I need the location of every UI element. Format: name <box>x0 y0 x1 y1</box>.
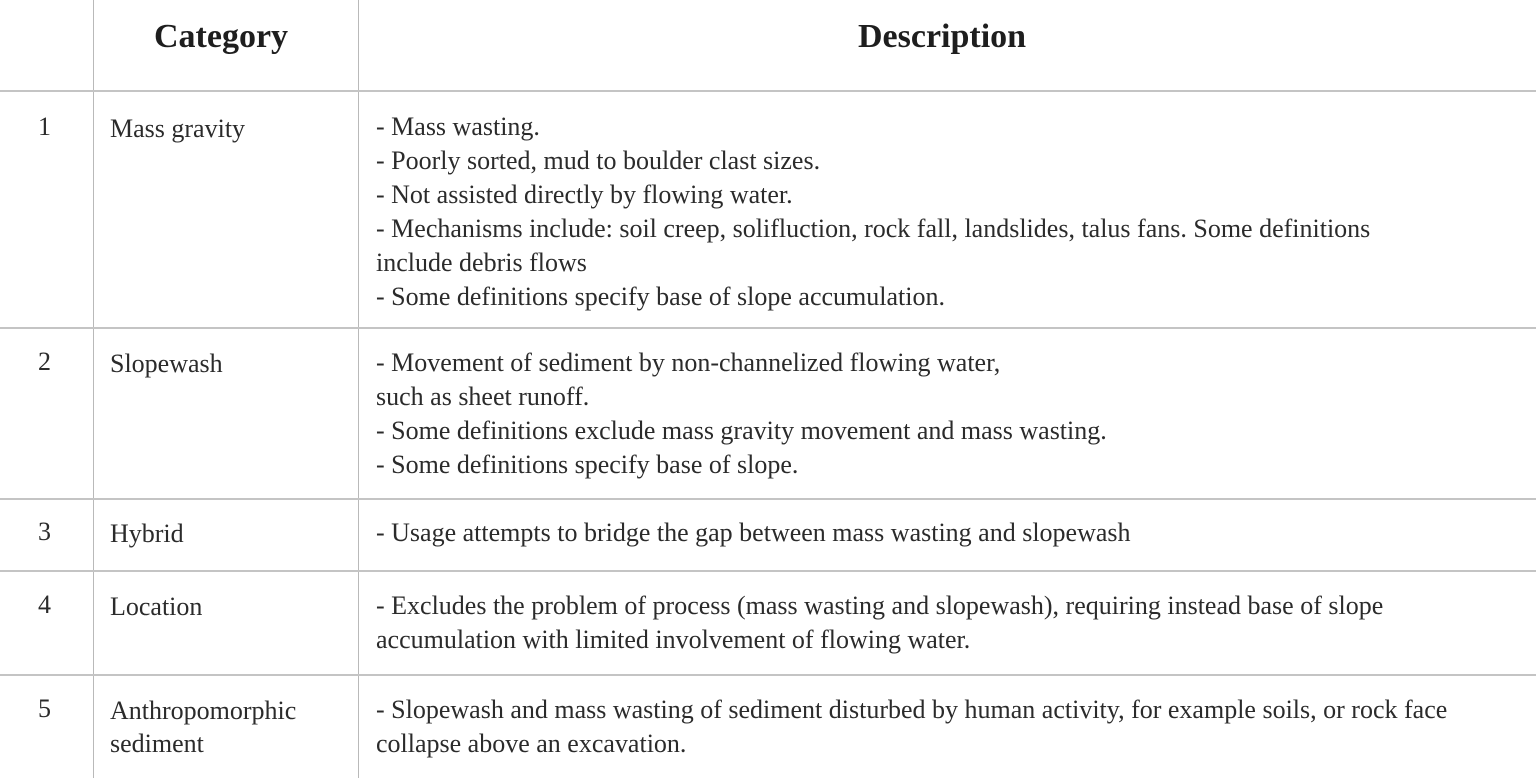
row-divider-3 <box>0 570 1536 572</box>
row-divider-1 <box>0 327 1536 329</box>
description-line: - Mechanisms include: soil creep, solifluction, rock fall, landslides, talus fans. Some definitions include debris flows <box>376 214 1371 277</box>
description-line: - Some definitions specify base of slope accumulation. <box>376 282 945 311</box>
row-4-description <box>376 589 1506 657</box>
row-3-description <box>376 516 1506 550</box>
row-1-category: Mass gravity <box>110 114 246 143</box>
description-line: - Excludes the problem of process (mass wasting and slopewash), requiring instead base of slope accumulation with limited involvement of flowing water. <box>376 591 1384 654</box>
description-line: - Some definitions specify base of slope. <box>376 450 799 479</box>
description-line: - Not assisted directly by flowing water. <box>376 180 793 209</box>
row-4-category: Location <box>110 592 203 621</box>
row-3-category: Hybrid <box>110 519 184 548</box>
description-line: - Movement of sediment by non-channelized flowing water, <box>376 348 1001 377</box>
row-2-description <box>376 346 1506 482</box>
description-line: - Mass wasting. <box>376 112 540 141</box>
header-description: Description <box>858 18 1027 55</box>
header-category: Category <box>154 18 289 55</box>
row-4-number: 4 <box>38 590 51 619</box>
row-1-description <box>376 110 1506 314</box>
row-3-number: 3 <box>38 517 51 546</box>
description-line: - Usage attempts to bridge the gap between mass wasting and slopewash <box>376 518 1131 547</box>
column-divider-1 <box>93 0 94 778</box>
row-5-number: 5 <box>38 694 51 723</box>
row-1-number: 1 <box>38 112 51 141</box>
row-divider-4 <box>0 674 1536 676</box>
row-2-number: 2 <box>38 347 51 376</box>
row-5-category: Anthropomorphic sediment <box>110 696 297 758</box>
description-line: - Some definitions exclude mass gravity movement and mass wasting. <box>376 416 1107 445</box>
description-line: - Slopewash and mass wasting of sediment disturbed by human activity, for example soils, or rock face collapse above an excavation. <box>376 695 1448 758</box>
row-5-description <box>376 693 1506 761</box>
description-line: such as sheet runoff. <box>376 382 590 411</box>
row-2-category: Slopewash <box>110 349 223 378</box>
description-line: - Poorly sorted, mud to boulder clast sizes. <box>376 146 821 175</box>
row-divider-2 <box>0 498 1536 500</box>
row-divider-header <box>0 90 1536 92</box>
column-divider-2 <box>358 0 359 778</box>
